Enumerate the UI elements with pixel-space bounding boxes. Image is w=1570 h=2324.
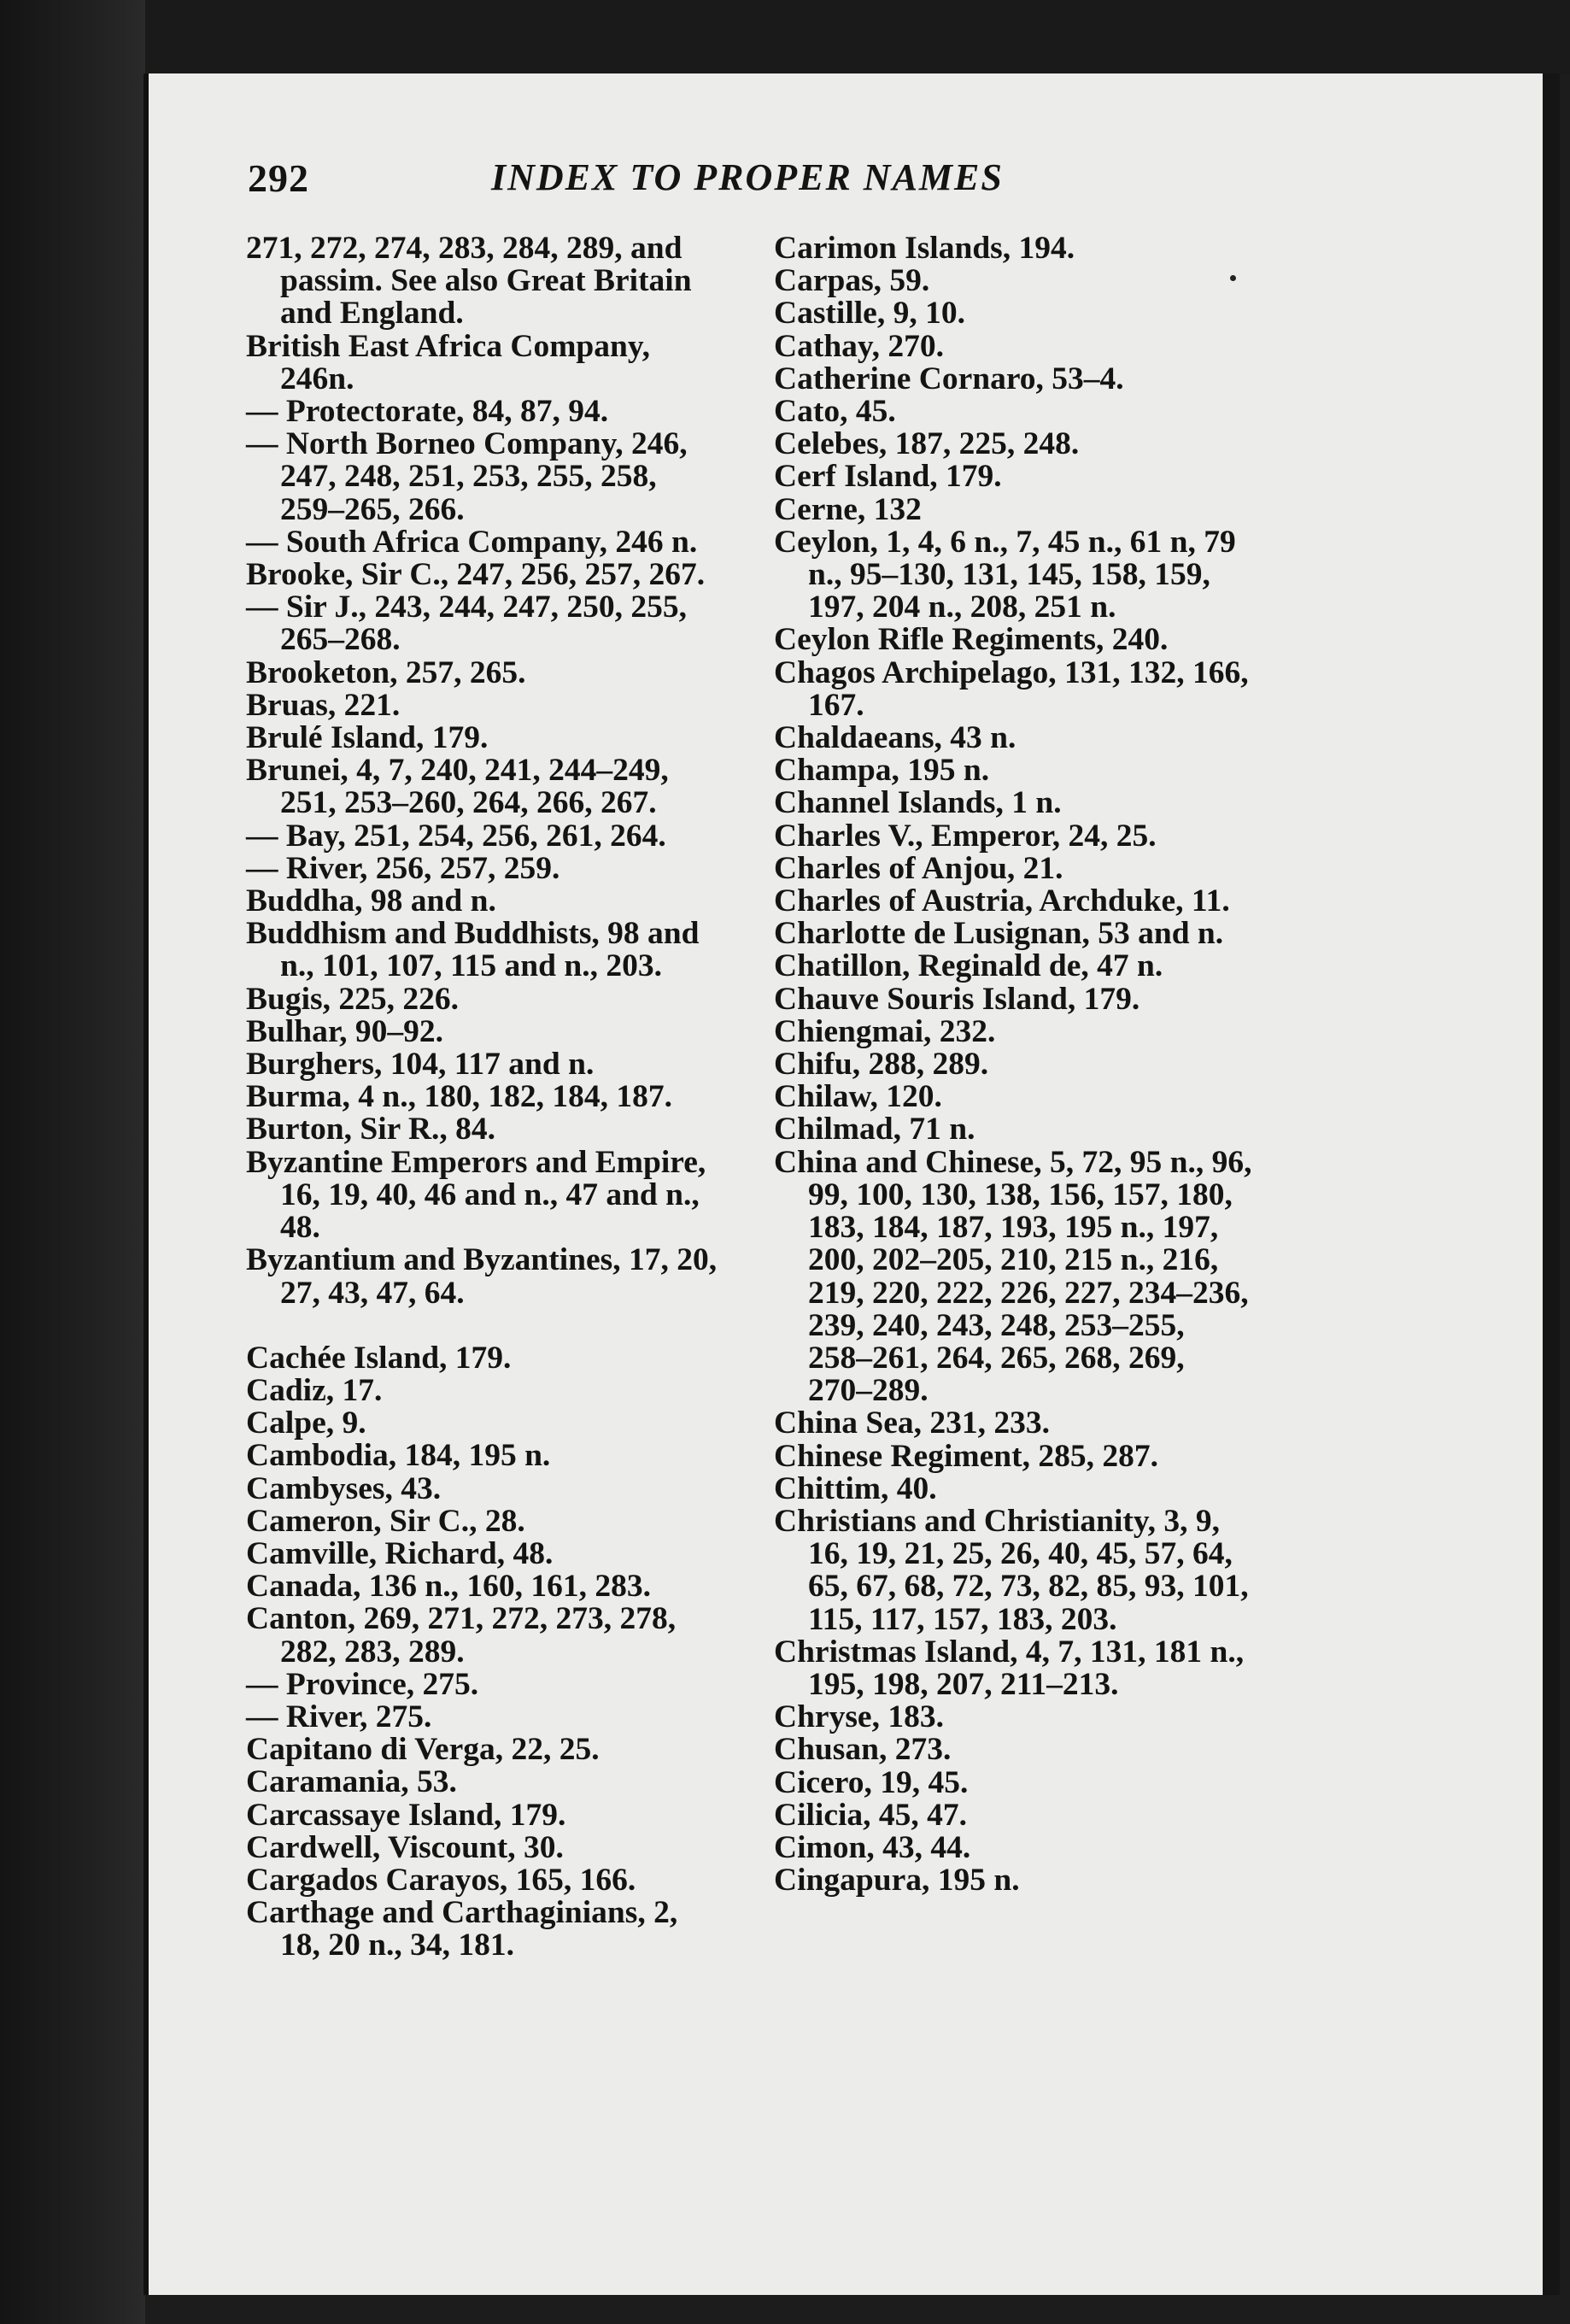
index-entry: Catherine Cornaro, 53–4.: [774, 361, 1124, 396]
index-entry: Chauve Souris Island, 179.: [774, 981, 1140, 1017]
index-entry: — Sir J., 243, 244, 247, 250, 255, 265–268.: [246, 590, 687, 658]
index-entry: Calpe, 9.: [246, 1406, 366, 1441]
scan-border-left: [0, 0, 145, 2324]
index-entry: Castille, 9, 10.: [774, 296, 965, 332]
index-entry: Cargados Carayos, 165, 166.: [246, 1862, 636, 1898]
scan-border-top: [0, 0, 1570, 75]
index-entry: Chatillon, Reginald de, 47 n.: [774, 948, 1163, 984]
index-entry: Capitano di Verga, 22, 25.: [246, 1732, 600, 1768]
index-entry: Chagos Archipelago, 131, 132, 166, 167.: [774, 654, 1249, 723]
index-entry: Brooketon, 257, 265.: [246, 654, 526, 690]
index-entry: Chittim, 40.: [774, 1470, 937, 1506]
section-gap: [246, 1310, 724, 1342]
index-entry: Bruas, 221.: [246, 687, 401, 723]
index-entry: China Sea, 231, 233.: [774, 1406, 1050, 1441]
index-entry: Cambyses, 43.: [246, 1470, 442, 1506]
index-entry: Charles of Anjou, 21.: [774, 850, 1063, 886]
index-entry: Caramania, 53.: [246, 1764, 457, 1800]
index-entry: Bugis, 225, 226.: [246, 981, 460, 1017]
index-entry: Cardwell, Viscount, 30.: [246, 1829, 564, 1865]
index-entry: Brulé Island, 179.: [246, 720, 489, 756]
index-entry: Canada, 136 n., 160, 161, 283.: [246, 1569, 652, 1605]
index-entry: Cachée Island, 179.: [246, 1340, 512, 1376]
index-entry: Charles of Austria, Archduke, 11.: [774, 883, 1230, 919]
index-entry: Buddhism and Buddhists, 98 and n., 101, 107, 115 and n., 203.: [246, 916, 700, 984]
index-entry: Cameron, Sir C., 28.: [246, 1503, 525, 1539]
index-entry: Cadiz, 17.: [246, 1372, 383, 1408]
index-entry: Chaldaeans, 43 n.: [774, 720, 1016, 756]
index-entry: — Province, 275.: [246, 1666, 479, 1702]
index-entry: Cambodia, 184, 195 n.: [246, 1438, 551, 1474]
index-entry: Charles V., Emperor, 24, 25.: [774, 818, 1157, 854]
index-entry: — Protectorate, 84, 87, 94.: [246, 394, 609, 430]
index-entry: Chusan, 273.: [774, 1732, 952, 1768]
page-header: [248, 156, 1187, 215]
index-entry: Camville, Richard, 48.: [246, 1535, 554, 1571]
index-entry: — River, 275.: [246, 1699, 432, 1734]
index-entry: Cathay, 270.: [774, 328, 944, 364]
index-entry: Buddha, 98 and n.: [246, 883, 496, 919]
page-spine-edge: [1543, 73, 1560, 2295]
index-entry: Celebes, 187, 225, 248.: [774, 426, 1080, 462]
index-column-left: [246, 232, 724, 1963]
index-entry: Brooke, Sir C., 247, 256, 257, 267.: [246, 557, 706, 593]
index-column-right: [774, 232, 1252, 1897]
index-entry: Chiengmai, 232.: [774, 1013, 996, 1049]
index-entry: — Bay, 251, 254, 256, 261, 264.: [246, 818, 666, 854]
index-entry: Cicero, 19, 45.: [774, 1764, 969, 1800]
index-entry: Chryse, 183.: [774, 1699, 944, 1735]
index-entry: Burghers, 104, 117 and n.: [246, 1047, 595, 1083]
index-entry: Cerf Island, 179.: [774, 459, 1002, 495]
index-entry: Cilicia, 45, 47.: [774, 1797, 968, 1833]
index-entry: Champa, 195 n.: [774, 753, 990, 789]
index-entry: Carimon Islands, 194.: [774, 231, 1075, 266]
index-entry: Carthage and Carthaginians, 2, 18, 20 n., 34, 181.: [246, 1895, 678, 1963]
index-entry: China and Chinese, 5, 72, 95 n., 96, 99, 100, 130, 138, 156, 157, 180, 183, 184, 187, 193, 195 n., 197, 200, 202–205, 210, 215 n., 216, 219, 220, 222, 226, 227, 234–236, 239, 240, 243, 248, 253–255, 258–261, 264, 265, 268, 269, 270–289.: [774, 1144, 1252, 1409]
index-entry: 271, 272, 274, 283, 284, 289, and passim. See also Great Britain and England.: [246, 231, 692, 332]
index-entry: Chifu, 288, 289.: [774, 1047, 989, 1083]
index-entry: Canton, 269, 271, 272, 273, 278, 282, 283, 289.: [246, 1601, 677, 1670]
index-entry: Charlotte de Lusignan, 53 and n.: [774, 916, 1224, 952]
index-entry: — River, 256, 257, 259.: [246, 850, 560, 886]
index-entry: Ceylon, 1, 4, 6 n., 7, 45 n., 61 n, 79 n., 95–130, 131, 145, 158, 159, 197, 204 n., 208, 251 n.: [774, 524, 1236, 625]
index-entry: Cerne, 132: [774, 491, 922, 527]
index-entry: Cingapura, 195 n.: [774, 1863, 1020, 1899]
index-entry: Chinese Regiment, 285, 287.: [774, 1438, 1158, 1474]
index-entry: Byzantine Emperors and Empire, 16, 19, 40, 46 and n., 47 and n., 48.: [246, 1144, 706, 1246]
index-entry: Channel Islands, 1 n.: [774, 785, 1062, 821]
index-entry: — North Borneo Company, 246, 247, 248, 251, 253, 255, 258, 259–265, 266.: [246, 426, 688, 527]
index-entry: Cimon, 43, 44.: [774, 1829, 971, 1865]
index-entry: Burma, 4 n., 180, 182, 184, 187.: [246, 1079, 672, 1115]
index-entry: Carpas, 59.: [774, 263, 930, 299]
index-entry: Cato, 45.: [774, 394, 896, 430]
index-entry: — South Africa Company, 246 n.: [246, 524, 698, 560]
page-number: 292: [248, 156, 309, 200]
index-entry: British East Africa Company, 246n.: [246, 328, 650, 396]
index-entry: Brunei, 4, 7, 240, 241, 244–249, 251, 253–260, 264, 266, 267.: [246, 753, 669, 821]
index-entry: Christmas Island, 4, 7, 131, 181 n., 195, 198, 207, 211–213.: [774, 1634, 1245, 1702]
index-entry: Byzantium and Byzantines, 17, 20, 27, 43, 47, 64.: [246, 1242, 718, 1311]
index-entry: Chilmad, 71 n.: [774, 1112, 975, 1147]
index-entry: Bulhar, 90–92.: [246, 1013, 443, 1049]
running-title: INDEX TO PROPER NAMES: [491, 156, 1004, 198]
index-entry: Burton, Sir R., 84.: [246, 1112, 496, 1147]
index-entry: Chilaw, 120.: [774, 1079, 942, 1115]
index-entry: Ceylon Rifle Regiments, 240.: [774, 622, 1169, 658]
index-entry: Christians and Christianity, 3, 9, 16, 19, 21, 25, 26, 40, 45, 57, 64, 65, 67, 68, 72, 73, 82, 85, 93, 101, 115, 117, 157, 183, 203.: [774, 1503, 1249, 1637]
index-entry: Carcassaye Island, 179.: [246, 1797, 566, 1833]
